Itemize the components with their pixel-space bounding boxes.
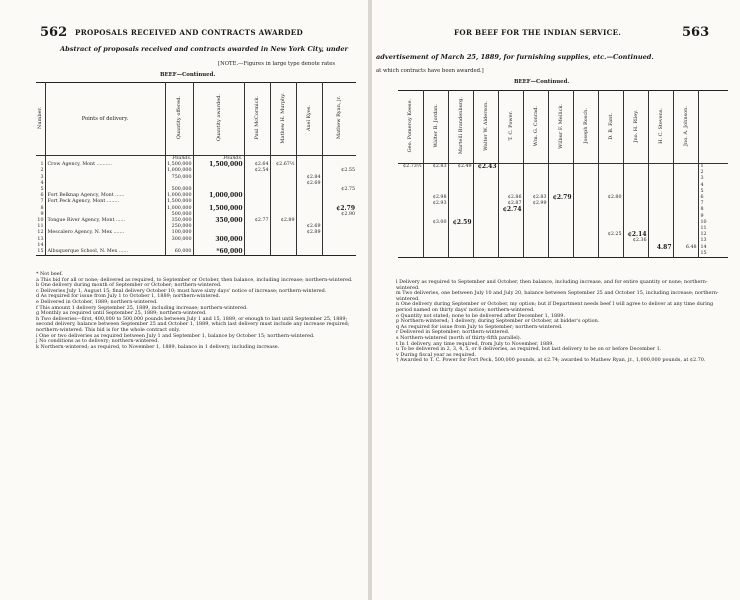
- column-header: Quantity offered.: [165, 83, 193, 156]
- table-cell-f: [598, 164, 623, 171]
- column-header: Jno. H. Riley.: [623, 91, 648, 164]
- page-number: 562: [40, 25, 68, 40]
- table-cell-p: ¢2.86: [498, 195, 523, 201]
- footnote: i One or two deliveries as required between July 1 and September 1, balance by October 15; northern-wintered.: [36, 332, 315, 339]
- table-cell-jo: [673, 164, 698, 171]
- footnote: n One delivery during September or October, my option; but if Department needs beef I will agree to deliver at any time during period named on thirty days' notice; northern-wintered.: [396, 301, 714, 313]
- table-cell-n: 1: [698, 164, 728, 171]
- footnote: f This amount 1 delivery September 25, 1889, including increase; northern-wintered.: [36, 304, 248, 311]
- table-cell-r: [573, 164, 598, 171]
- column-header: Points of delivery.: [45, 83, 165, 156]
- table-cell-num: 13: [37, 236, 44, 242]
- footnote: e Delivered in October, 1889; northern-wintered.: [36, 298, 158, 305]
- column-header: Number.: [36, 83, 45, 156]
- table-cell-n: 15: [698, 251, 728, 258]
- footnote: r Delivered in September; northern-wintered.: [396, 329, 510, 336]
- column-header: Mathew H. Murphy.: [270, 83, 296, 156]
- running-head: FOR BEEF FOR THE INDIAN SERVICE.: [454, 28, 622, 37]
- table-cell-jo: 6.48: [673, 245, 698, 251]
- table-cell-num: 2: [40, 168, 44, 174]
- table-cell-num: 8: [40, 205, 44, 211]
- table-cell-num: 11: [37, 224, 44, 230]
- table-cell-awarded: Pounds.: [193, 156, 244, 163]
- table-cell-n: 12: [698, 232, 728, 238]
- table-cell-place: Tongue River Agency, Mont ......: [45, 218, 165, 224]
- table-cell-c: ¢2.99: [523, 201, 548, 207]
- section-title: BEEF—Continued.: [514, 79, 570, 85]
- table-cell-s: [648, 164, 673, 171]
- table-cell-b: ¢2.49: [448, 164, 473, 171]
- table-cell-j: [423, 251, 448, 258]
- footnote: u To be delivered in 2, 3, 4, 5, or 6 deliveries, as required, but last delivery to be on or before December 1.: [396, 346, 662, 353]
- table-cell-offered: 750,000: [165, 175, 193, 181]
- column-header: Geo. Pomeroy Keese.: [398, 91, 423, 164]
- table-cell-offered: 60,000: [165, 249, 193, 256]
- table-cell-c3: [296, 156, 322, 163]
- table-cell-num: 12: [37, 230, 44, 236]
- table-cell-f: [598, 251, 623, 258]
- table-cell-offered: Pounds.: [165, 156, 193, 163]
- table-cell-awarded: *60,000: [193, 249, 244, 256]
- footnote: t In 1 delivery, any time required, from July to November, 1889.: [396, 340, 554, 347]
- table-cell-c: [523, 251, 548, 258]
- table-cell-ri: ¢2.14: [623, 232, 648, 238]
- table-cell-a: ¢2.43: [473, 164, 498, 171]
- table-cell-c3: ¢2.69: [296, 224, 322, 230]
- table-cell-n: 8: [698, 207, 728, 213]
- column-header: [698, 91, 728, 164]
- table-cell-offered: 500,000: [165, 212, 193, 218]
- table-cell-j: ¢3.00: [423, 220, 448, 226]
- column-header: Wm. G. Conrad.: [523, 91, 548, 164]
- table-cell-place: Mescalero Agency, N. Mex .......: [45, 230, 165, 236]
- table-cell-r: [573, 251, 598, 258]
- column-header: Wilbur F. Mellick.: [548, 91, 573, 164]
- running-head: PROPOSALS RECEIVED AND CONTRACTS AWARDED: [75, 28, 304, 37]
- table-cell-offered: 250,000: [165, 224, 193, 230]
- table-cell-c4: [322, 156, 356, 163]
- abstract-line: advertisement of March 25, 1889, for furnishing supplies, etc.—Continued.: [376, 53, 654, 61]
- table-cell-a: [473, 251, 498, 258]
- table-cell-ri: [623, 164, 648, 171]
- table-cell-n: 14: [698, 245, 728, 251]
- table-cell-k: ¢2.73½: [403, 164, 422, 169]
- table-cell-f: ¢2.25: [598, 232, 623, 238]
- table-cell-n: 4: [698, 183, 728, 189]
- table-cell-c3: [296, 249, 322, 256]
- table-cell-n: 11: [698, 226, 728, 232]
- section-title: BEEF—Continued.: [160, 72, 216, 78]
- table-cell-n: 13: [698, 238, 728, 244]
- table-cell-c4: ¢2.55: [322, 168, 356, 174]
- column-header: Quantity awarded.: [193, 83, 244, 156]
- table-cell-c: [523, 164, 548, 171]
- header-row: [398, 91, 728, 164]
- table-cell-p: ¢2.74: [498, 207, 523, 213]
- table-cell-c4: ¢2.79: [322, 206, 356, 212]
- table-cell-n: 10: [698, 220, 728, 226]
- table-cell-offered: 1,000,000: [165, 193, 193, 199]
- note: at which contracts have been awarded.]: [376, 68, 484, 74]
- table-cell-c4: [322, 249, 356, 256]
- table-cell-offered: 1,500,000: [165, 199, 193, 205]
- footnote: d As required for issue from July 1 to October 1, 1889; northern-wintered.: [36, 293, 221, 300]
- footnote: m Two deliveries, one between July 10 and July 20, balance between September 25 and October 15, including increase; northern-wintered.: [396, 290, 719, 302]
- table-cell-num: 15: [37, 249, 44, 255]
- table-cell-awarded: 300,000: [193, 237, 244, 243]
- column-header: Martelli Brandenburg.: [448, 91, 473, 164]
- table-cell-place: Fort Peck Agency, Mont ........: [45, 199, 165, 205]
- footnote: j No conditions as to delivery; northern-wintered.: [36, 338, 159, 345]
- table-cell-s: [648, 251, 673, 258]
- column-header: Walter B. Jordan.: [423, 91, 448, 164]
- table-cell-offered: 500,000: [165, 187, 193, 193]
- footnote: o Quantity not stated; none to be delivered after December 1, 1889.: [396, 312, 565, 319]
- footnote: s Northern-wintered (north of thirty-fifth parallel).: [396, 334, 522, 341]
- table-cell-offered: 1,000,000: [165, 168, 193, 174]
- table-cell-n: 9: [698, 214, 728, 220]
- table-cell-awarded: 1,500,000: [193, 162, 244, 168]
- table-cell-c1: ¢2.54: [244, 168, 270, 174]
- footnote: l Delivery as required to September and October, then balance, including increase, and for entire quantity or none; northern-wintered.: [396, 279, 708, 291]
- table-cell-num: 10: [37, 218, 44, 224]
- table-cell-s: 4.87: [648, 245, 673, 251]
- table-cell-p: [498, 164, 523, 171]
- footnote: p Northern-wintered; 1 delivery, during September or October, at bidder's option.: [396, 318, 600, 325]
- table-cell-c4: ¢2.75: [322, 187, 356, 193]
- table-cell-c2: ¢2.67½: [270, 162, 296, 168]
- table-cell-place: Fort Belknap Agency, Mont ......: [45, 193, 165, 199]
- table-cell-offered: 100,000: [165, 230, 193, 236]
- page-number: 563: [682, 25, 710, 40]
- table-cell-j: ¢2.98: [423, 195, 448, 201]
- footnote: q As required for issue from July to September; northern-wintered.: [396, 323, 563, 330]
- table-cell-place: Crow Agency, Mont ..........: [45, 162, 165, 168]
- table-cell-num: 9: [40, 211, 44, 217]
- table-cell-ri: ¢2.36: [623, 238, 648, 244]
- table-cell-num: 3: [40, 174, 44, 180]
- footnote: † Awarded to T. C. Power for Fort Peck, 500,000 pounds, at ¢2.74; awarded to Mathew Ryan, jr., 1,000,000 pounds, at ¢2.70.: [396, 357, 706, 364]
- column-header: Walter W. Alderson.: [473, 91, 498, 164]
- table-cell-ri: [623, 251, 648, 258]
- table-cell-awarded: 1,000,000: [193, 193, 244, 199]
- table-cell-offered: 350,000: [165, 218, 193, 224]
- table-cell-f: ¢2.80: [598, 195, 623, 201]
- right-table: [398, 90, 728, 258]
- table-cell-b: [448, 251, 473, 258]
- table-cell-j: ¢2.93: [423, 201, 448, 207]
- table-cell-num: 6: [40, 193, 44, 199]
- table-cell-k: [398, 251, 423, 258]
- table-cell-c2: ¢2.89: [270, 218, 296, 224]
- table-cell-offered: 1,000,000: [165, 206, 193, 212]
- right-page: [372, 0, 740, 600]
- footnote: a This bid for all or none; delivered as required, to September or October, then balance, including increase; northern-wintered.: [36, 276, 353, 283]
- table-cell-c1: [244, 249, 270, 256]
- table-cell-jo: [673, 251, 698, 258]
- table-cell-c1: ¢2.77: [244, 218, 270, 224]
- left-page: [0, 0, 368, 600]
- table-cell-num: 1: [40, 162, 44, 168]
- table-cell-num: 4: [40, 180, 44, 186]
- left-table-body: [36, 156, 356, 256]
- table-cell-place: Albuquerque School, N. Mex ......: [45, 249, 165, 256]
- table-cell-n: 7: [698, 201, 728, 207]
- table-cell-num: 14: [37, 242, 44, 248]
- table-cell-c3: ¢2.69: [296, 181, 322, 187]
- column-header: Paul McCormick.: [244, 83, 270, 156]
- table-cell-n: 2: [698, 170, 728, 176]
- footnote: h Two deliveries—first, 400,000 to 500,000 pounds between July 1 and 15, 1889, or enough to last until September 25, 1889; second delivery, balance between September 25 and October 1, 1889, which last delivery must include any increase required; northern-wintered. This bid is for the whole contract only.: [36, 315, 350, 333]
- table-cell-num: 5: [40, 187, 44, 193]
- left-footnotes: [36, 272, 358, 350]
- table-cell-m: [548, 164, 573, 171]
- footnote: g Monthly as required until September 25, 1889; northern-wintered.: [36, 310, 207, 317]
- table-cell-c2: [270, 249, 296, 256]
- table-cell-m: [548, 251, 573, 258]
- table-cell-c4: ¢2.90: [322, 212, 356, 218]
- footnote: c Deliveries July 1, August 15; final delivery October 10; must have sixty days' notice of increase; northern-wintered.: [36, 287, 327, 294]
- table-cell-n: 3: [698, 176, 728, 182]
- note: [NOTE.—Figures in large type denote rates: [218, 61, 336, 67]
- column-header: H. C. Stevens.: [648, 91, 673, 164]
- table-cell-num: 7: [40, 199, 44, 205]
- table-cell-j: ¢2.83: [423, 164, 448, 171]
- column-header: Joseph Rosch.: [573, 91, 598, 164]
- table-cell-c1: ¢2.64: [244, 162, 270, 168]
- table-cell-b: ¢2.59: [448, 220, 473, 226]
- column-header: T. C. Power.: [498, 91, 523, 164]
- abstract-line: Abstract of proposals received and contracts awarded in New York City, under: [60, 45, 348, 53]
- table-row: [398, 251, 728, 258]
- column-header: Jno. A. Johnson.: [673, 91, 698, 164]
- column-header: Axel Kyes.: [296, 83, 322, 156]
- left-table: [36, 82, 356, 256]
- right-footnotes: [396, 280, 726, 364]
- table-cell-p: [498, 251, 523, 258]
- header-row: [36, 83, 356, 156]
- table-row: [36, 249, 356, 256]
- table-cell-m: ¢2.79: [548, 195, 573, 201]
- table-cell-offered: 1,500,000: [165, 162, 193, 168]
- footnote: k Northern-wintered; as required, to November 1, 1889, balance in 1 delivery, including increase.: [36, 343, 280, 350]
- column-header: Mathew Ryan, jr.: [322, 83, 356, 156]
- table-cell-n: 6: [698, 195, 728, 201]
- table-row: [398, 164, 728, 171]
- table-cell-c: ¢2.83: [523, 195, 548, 201]
- table-cell-awarded: 1,500,000: [193, 206, 244, 212]
- table-cell-c3: ¢2.84: [296, 175, 322, 181]
- table-cell-c3: ¢2.89: [296, 230, 322, 236]
- table-cell-p: ¢2.87: [498, 201, 523, 207]
- footnote: v During fiscal year as required.: [396, 351, 477, 358]
- column-header: D. B. Fant.: [598, 91, 623, 164]
- table-cell-n: 5: [698, 189, 728, 195]
- table-cell-offered: 300,000: [165, 237, 193, 243]
- right-table-body: [398, 164, 728, 258]
- footnote: * Not beef.: [36, 271, 63, 277]
- footnote: b One delivery during month of September or October; northern-wintered.: [36, 282, 222, 289]
- table-cell-awarded: 350,000: [193, 218, 244, 224]
